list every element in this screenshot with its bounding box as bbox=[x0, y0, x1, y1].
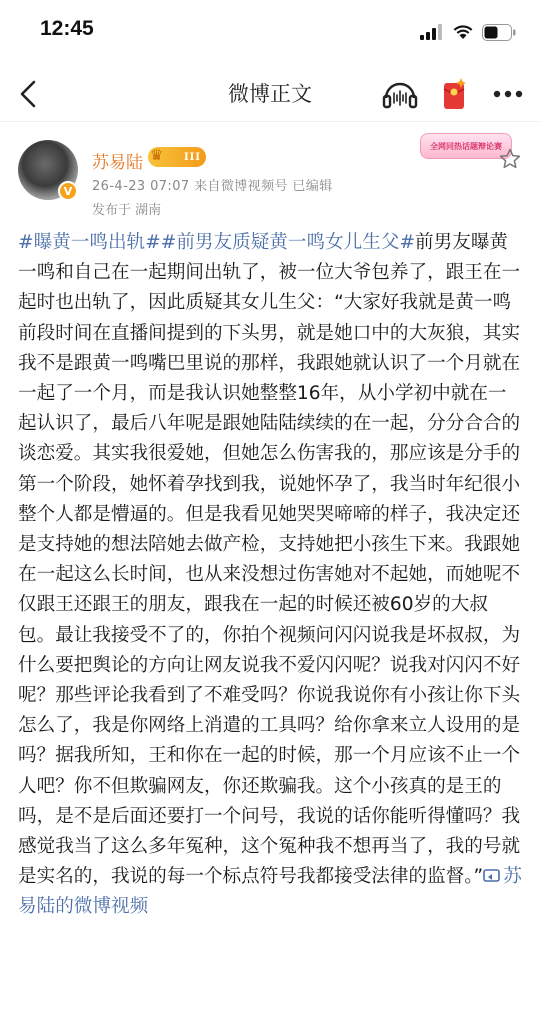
hashtag-link[interactable]: #前男友质疑黄一鸣女儿生父# bbox=[160, 232, 416, 253]
promo-text: 全网同热话题辩论赛 bbox=[430, 141, 502, 151]
wifi-icon bbox=[452, 24, 474, 40]
status-time: 12:45 bbox=[40, 17, 94, 40]
post-header bbox=[0, 125, 540, 225]
video-link-icon bbox=[483, 868, 501, 884]
member-level-text: III bbox=[183, 151, 201, 163]
star-icon[interactable] bbox=[498, 147, 522, 171]
status-bar bbox=[0, 0, 540, 66]
listen-button[interactable] bbox=[380, 74, 420, 114]
red-envelope-icon bbox=[439, 77, 469, 111]
nav-actions bbox=[380, 74, 528, 114]
post-text: 前男友曝黄一鸣和自己在一起期间出轨了，被一位大爷包养了，跟王在一起时也出轨了，因此质疑其女儿生父：“大家好我就是黄一鸣前段时间在直播间提到的下头男，就是她口中的大灰狼，其实我不是跟黄一鸣嘴巴里说的那样，我跟她就认识了一个月就在一起了一个月，而是我认识她整整16年，从小学初中就在一起认识了，最后八年呢是跟她陆陆续续的在一起，分分合合的谈恋爱。其实我很爱她，但她怎么伤害我的，那应该是分手的第一个阶段，她怀着孕找到我，说她怀孕了，我当时年纪很小整个人都是懵逼的。但是我看见她哭哭啼啼的样子，我决定还是支持她的想法陪她去做产检，支持她把小孩生下来。我跟她在一起这么长时间，也从来没想过伤害她对不起她，而她呢不仅跟王还跟王的朋友，跟我在一起的时候还被60岁的大叔包。最让我接受不了的，你拍个视频问闪闪说我是坏叔叔，为什么要把舆论的方向让网友说我不爱闪闪呢？说我对闪闪不好呢？那些评论我看到了不难受吗？你说我说你有小孩让你下头怎么了，我是你网络上消遣的工具吗？给你拿来立人设用的是吗？据我所知，王和你在一起的时候，那一个月应该不止一个人吧？你不但欺骗网友，你还欺骗我。这个小孩真的是王的吗，是不是后面还要打一个问号，我说的话你能听得懂吗？我感觉我当了这么多年冤种，这个冤种我不想再当了，我的号就是实名的，我说的每一个标点符号我都接受法律的监督。” bbox=[18, 232, 521, 888]
hashtag-link[interactable]: #曝黄一鸣出轨# bbox=[18, 232, 161, 253]
signal-icon bbox=[420, 24, 444, 40]
crown-icon: ♛ bbox=[150, 146, 164, 164]
more-button[interactable] bbox=[488, 74, 528, 114]
username[interactable]: 苏易陆 bbox=[92, 153, 143, 173]
red-packet-button[interactable] bbox=[434, 74, 474, 114]
more-icon bbox=[493, 90, 523, 98]
post-body bbox=[18, 228, 524, 923]
status-icons bbox=[420, 22, 516, 42]
verified-badge-icon: V bbox=[58, 181, 78, 201]
post-location: 发布于 湖南 bbox=[92, 203, 162, 218]
video-link-text: 苏易陆的微博视频 bbox=[18, 866, 522, 918]
headphones-listen-icon bbox=[382, 78, 418, 110]
battery-icon bbox=[482, 24, 516, 41]
post-meta: 26-4-23 07:07 来自微博视频号 已编辑 bbox=[92, 179, 333, 194]
member-level-badge[interactable] bbox=[148, 147, 206, 167]
page-title: 微博正文 bbox=[228, 82, 312, 106]
nav-bar bbox=[0, 66, 540, 122]
